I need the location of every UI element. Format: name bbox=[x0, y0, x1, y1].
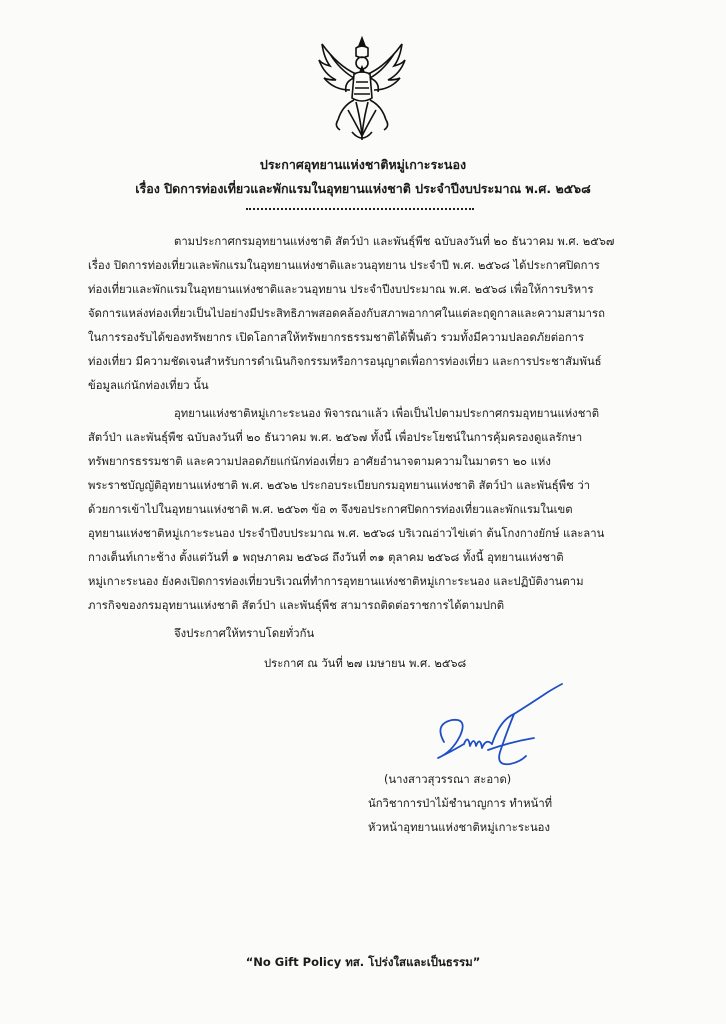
paragraph-2-line: อุทยานแห่งชาติหมู่เกาะระนอง ประจำปีงบประมาณ พ.ศ. ๒๕๖๘ บริเวณอ่าวไข่เต่า ต้นโกงกางยักษ์ และลาน bbox=[88, 527, 605, 540]
paragraph-2-line: ทรัพยากรธรรมชาติ และความปลอดภัยแก่นักท่องเที่ยว อาศัยอำนาจตามความในมาตรา ๒๐ แห่ง bbox=[88, 455, 551, 468]
closing-statement: จึงประกาศให้ทราบโดยทั่วกัน bbox=[174, 627, 315, 640]
signer-name: (นางสาวสุวรรณา สะอาด) bbox=[384, 773, 512, 786]
title-divider bbox=[246, 202, 474, 210]
paragraph-2-line: สัตว์ป่า และพันธุ์พืช ฉบับลงวันที่ ๒๐ ธันวาคม พ.ศ. ๒๕๖๗ ทั้งนี้ เพื่อประโยชน์ในการคุ้มครองดูแลรักษา bbox=[88, 431, 583, 444]
paragraph-1-line: ท่องเที่ยวและพักแรมในอุทยานแห่งชาติและวนอุทยาน ประจำปีงบประมาณ พ.ศ. ๒๕๖๘ เพื่อให้การบริหาร bbox=[88, 283, 594, 296]
no-gift-policy-footer: “No Gift Policy ทส. โปร่งใสและเป็นธรรม” bbox=[245, 955, 481, 969]
paragraph-2-line: หมู่เกาะระนอง ยังคงเปิดการท่องเที่ยวบริเวณที่ทำการอุทยานแห่งชาติหมู่เกาะระนอง และปฏิบัติงานตาม bbox=[88, 575, 584, 588]
paragraph-1-line: ในการรองรับได้ของทรัพยากร เปิดโอกาสให้ทรัพยากรธรรมชาติได้ฟื้นตัว รวมทั้งมีความปลอดภัยต่อการ bbox=[88, 331, 585, 344]
paragraph-2-line: พระราชบัญญัติอุทยานแห่งชาติ พ.ศ. ๒๕๖๒ ประกอบระเบียบกรมอุทยานแห่งชาติ สัตว์ป่า และพันธุ์พืช ว่า bbox=[88, 479, 591, 492]
paragraph-1-line: ข้อมูลแก่นักท่องเที่ยว นั้น bbox=[88, 379, 209, 392]
signer-position: นักวิชาการป่าไม้ชำนาญการ ทำหน้าที่ bbox=[368, 797, 553, 810]
paragraph-2-line: ด้วยการเข้าไปในอุทยานแห่งชาติ พ.ศ. ๒๕๖๓ ข้อ ๓ จึงขอประกาศปิดการท่องเที่ยวและพักแรมในเขต bbox=[88, 503, 573, 516]
paragraph-1-line: จัดการแหล่งท่องเที่ยวเป็นไปอย่างมีประสิทธิภาพสอดคล้องกับสภาพอากาศในแต่ละฤดูกาลและความสามารถ bbox=[88, 307, 605, 320]
paragraph-2-line: ภารกิจของกรมอุทยานแห่งชาติ สัตว์ป่า และพันธุ์พืช สามารถติดต่อราชการได้ตามปกติ bbox=[88, 599, 505, 612]
paragraph-1-line: ท่องเที่ยว มีความชัดเจนสำหรับการดำเนินกิจกรรมหรือการอนุญาตเพื่อการท่องเที่ยว และการประชาสัมพันธ์ bbox=[88, 355, 602, 368]
announcement-date: ประกาศ ณ วันที่ ๒๗ เมษายน พ.ศ. ๒๕๖๘ bbox=[264, 657, 467, 670]
paragraph-1-line: เรื่อง ปิดการท่องเที่ยวและพักแรมในอุทยานแห่งชาติและวนอุทยาน ประจำปี พ.ศ. ๒๕๖๘ ได้ประกาศปิดการ bbox=[88, 259, 600, 272]
paragraph-2-line: กางเต็นท์เกาะช้าง ตั้งแต่วันที่ ๑ พฤษภาคม ๒๕๖๘ ถึงวันที่ ๓๑ ตุลาคม ๒๕๖๘ ทั้งนี้ อุทยานแห่งชาติ bbox=[88, 551, 564, 564]
signer-office: หัวหน้าอุทยานแห่งชาติหมู่เกาะระนอง bbox=[368, 821, 550, 834]
paragraph-2-line: อุทยานแห่งชาติหมู่เกาะระนอง พิจารณาแล้ว เพื่อเป็นไปตามประกาศกรมอุทยานแห่งชาติ bbox=[174, 407, 600, 420]
announcement-subject: เรื่อง ปิดการท่องเที่ยวและพักแรมในอุทยานแห่งชาติ ประจำปีงบประมาณ พ.ศ. ๒๕๖๘ bbox=[135, 181, 591, 196]
announcement-title: ประกาศอุทยานแห่งชาติหมู่เกาะระนอง bbox=[259, 157, 467, 172]
garuda-emblem-icon bbox=[316, 36, 408, 144]
paragraph-1-line: ตามประกาศกรมอุทยานแห่งชาติ สัตว์ป่า และพันธุ์พืช ฉบับลงวันที่ ๒๐ ธันวาคม พ.ศ. ๒๕๖๗ bbox=[174, 235, 615, 248]
